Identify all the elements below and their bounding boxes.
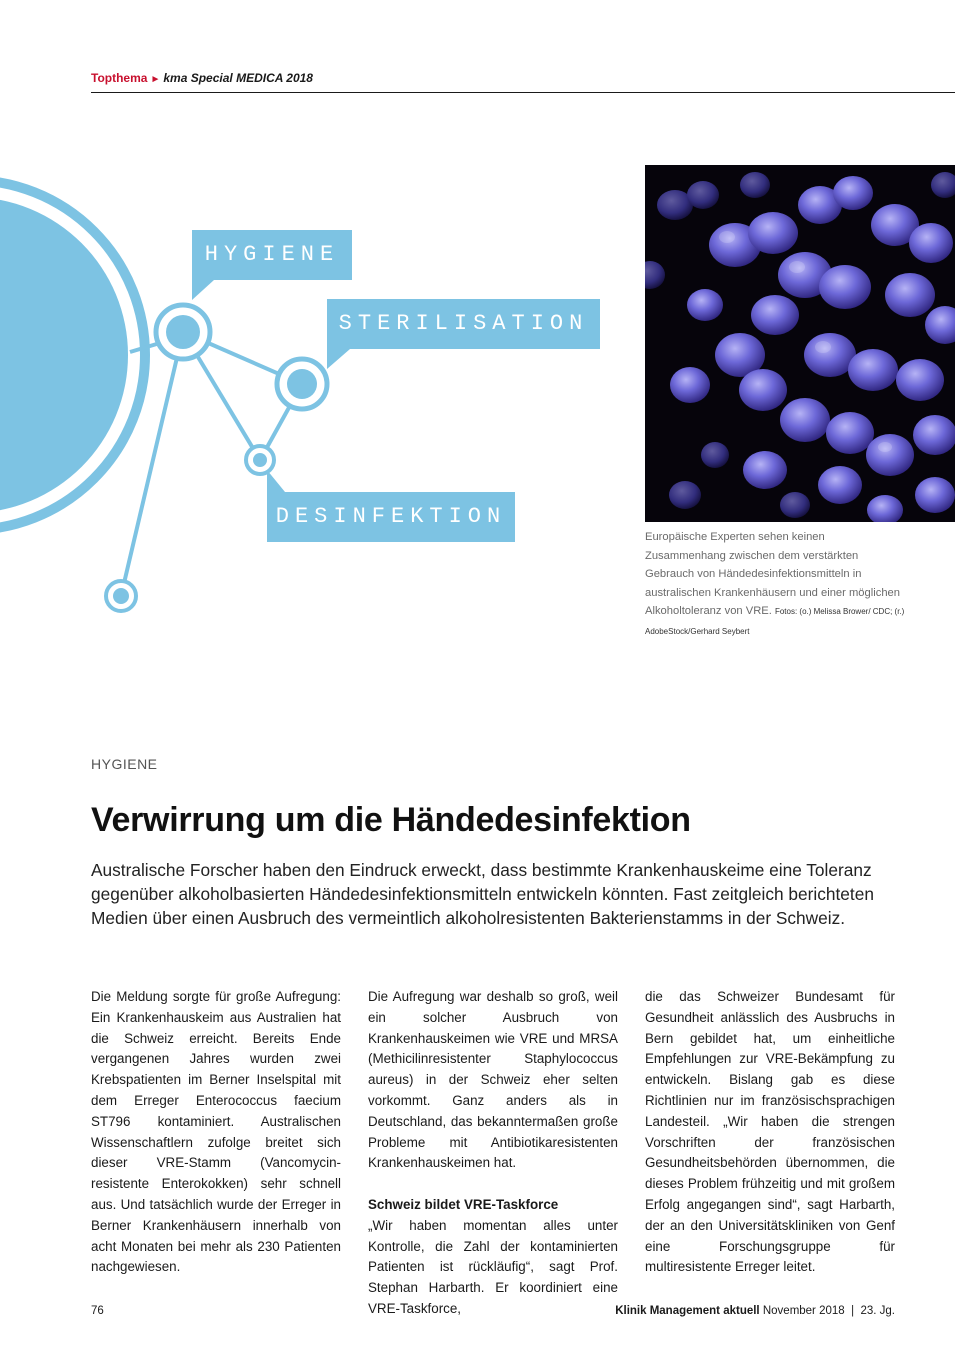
hygiene-network-graphic: [0, 150, 620, 630]
tag-pointer: [267, 470, 285, 492]
page-number: 76: [91, 1305, 104, 1317]
article-title: Verwirrung um die Händedesinfektion: [91, 801, 691, 839]
tag-sterilisation: STERILISATION: [327, 299, 600, 349]
running-header: [91, 70, 955, 92]
article-kicker: HYGIENE: [91, 756, 158, 772]
enterococcus-image: [645, 165, 955, 522]
photo-caption: [645, 528, 907, 641]
body-paragraph: Die Meldung sorgte für große Aufregung: Ein Krankenhauskeim aus Australien hat die Schweiz erreicht. Bereits Ende vergangenen Jahres wurden zwei Krebspatienten im Berner Inselspital mit dem Erreger Enterococcus faecium ST796 kontaminiert. Australischen Wissenschaftlern zufolge breitet sich dieser VRE-Stamm (Vancomycin-resistente Enterokokken) sehr schnell aus. Und tatsächlich wurde der Erreger in Berner Krankenhäusern innerhalb von acht Monaten bei mehr als 230 Patienten nachgewiesen.: [91, 989, 341, 1275]
header-special: kma Special MEDICA 2018: [163, 71, 313, 85]
node-small: [246, 446, 274, 474]
footer-separator: |: [847, 1305, 858, 1317]
header-rule: [91, 92, 955, 93]
header-topic: Topthema: [91, 71, 148, 85]
tag-pointer: [192, 280, 214, 300]
body-paragraph: „Wir haben momentan alles unter Kontrolle, die Zahl der kontaminierten Patienten ist rückläufig“, sagt Prof. Stephan Harbarth. Er koordiniert eine VRE-Taskforce,: [368, 1217, 618, 1316]
publication-name: Klinik Management aktuell: [615, 1305, 760, 1317]
photo-credit: Fotos: (o.) Melissa Brower/ CDC; (r.) AdobeStock/Gerhard Seybert: [645, 607, 905, 636]
tag-hygiene: HYGIENE: [192, 230, 352, 280]
connector-line: [121, 332, 183, 596]
body-column-3: [645, 987, 895, 1278]
node-large: [156, 305, 210, 359]
tag-desinfektion: DESINFEKTION: [267, 492, 515, 542]
section-subhead: Schweiz bildet VRE-Taskforce: [368, 1196, 559, 1212]
caption-text: Europäische Experten sehen keinen Zusammenhang zwischen dem verstärkten Gebrauch von Händedesinfektionsmitteln in australischen Krankenhäusern und einer möglichen Alkoholtoleranz von VRE.: [645, 531, 900, 617]
body-paragraph: Die Aufregung war deshalb so groß, weil ein solcher Ausbruch von Krankenhauskeimen wie VRE und MRSA (Methicilinresistenter Staphylococcus aureus) in der Schweiz eher selten vorkommt. Ganz anders als in Deutschland, das bekanntermaßen große Probleme mit Antibiotikaresistenten Krankenhauskeimen hat.: [368, 989, 618, 1171]
node-small-bottom: [106, 581, 136, 611]
tag-pointer: [327, 349, 350, 369]
body-column-2: [368, 987, 618, 1320]
issue-date: November 2018: [762, 1305, 845, 1317]
volume: 23. Jg.: [860, 1305, 895, 1317]
footer-publication: [615, 1305, 895, 1317]
node-medium: [277, 359, 327, 409]
header-arrow-icon: ►: [150, 74, 161, 85]
network-diagram: [0, 150, 620, 630]
bacteria-photo: [645, 165, 955, 522]
article-lead: Australische Forscher haben den Eindruck erweckt, dass bestimmte Krankenhauskeime eine Toleranz gegenüber alkoholbasierten Händedesinfektionsmitteln entwickeln könnten. Fast zeitgleich berichteten Medien über einen Ausbruch des vermeintlich alkoholresistenten Bakterienstamms in der Schweiz.: [91, 860, 874, 928]
body-column-1: [91, 987, 341, 1278]
body-paragraph: die das Schweizer Bundesamt für Gesundheit anlässlich des Ausbruchs in Bern gebildet hat, um einheitliche Empfehlungen zur VRE-Bekämpfung zu entwickeln. Bislang gab es diese Richtlinien nur im französischsprachigen Landesteil. „Wir haben die strengen Vorschriften der französischen Gesundheitsbehörden übernommen, die dieses Problem frühzeitig und mit großem Erfolg angegangen sind“, sagt Harbarth, der an den Universitätskliniken von Genf eine Forschungsgruppe für multiresistente Erreger leitet.: [645, 989, 895, 1275]
